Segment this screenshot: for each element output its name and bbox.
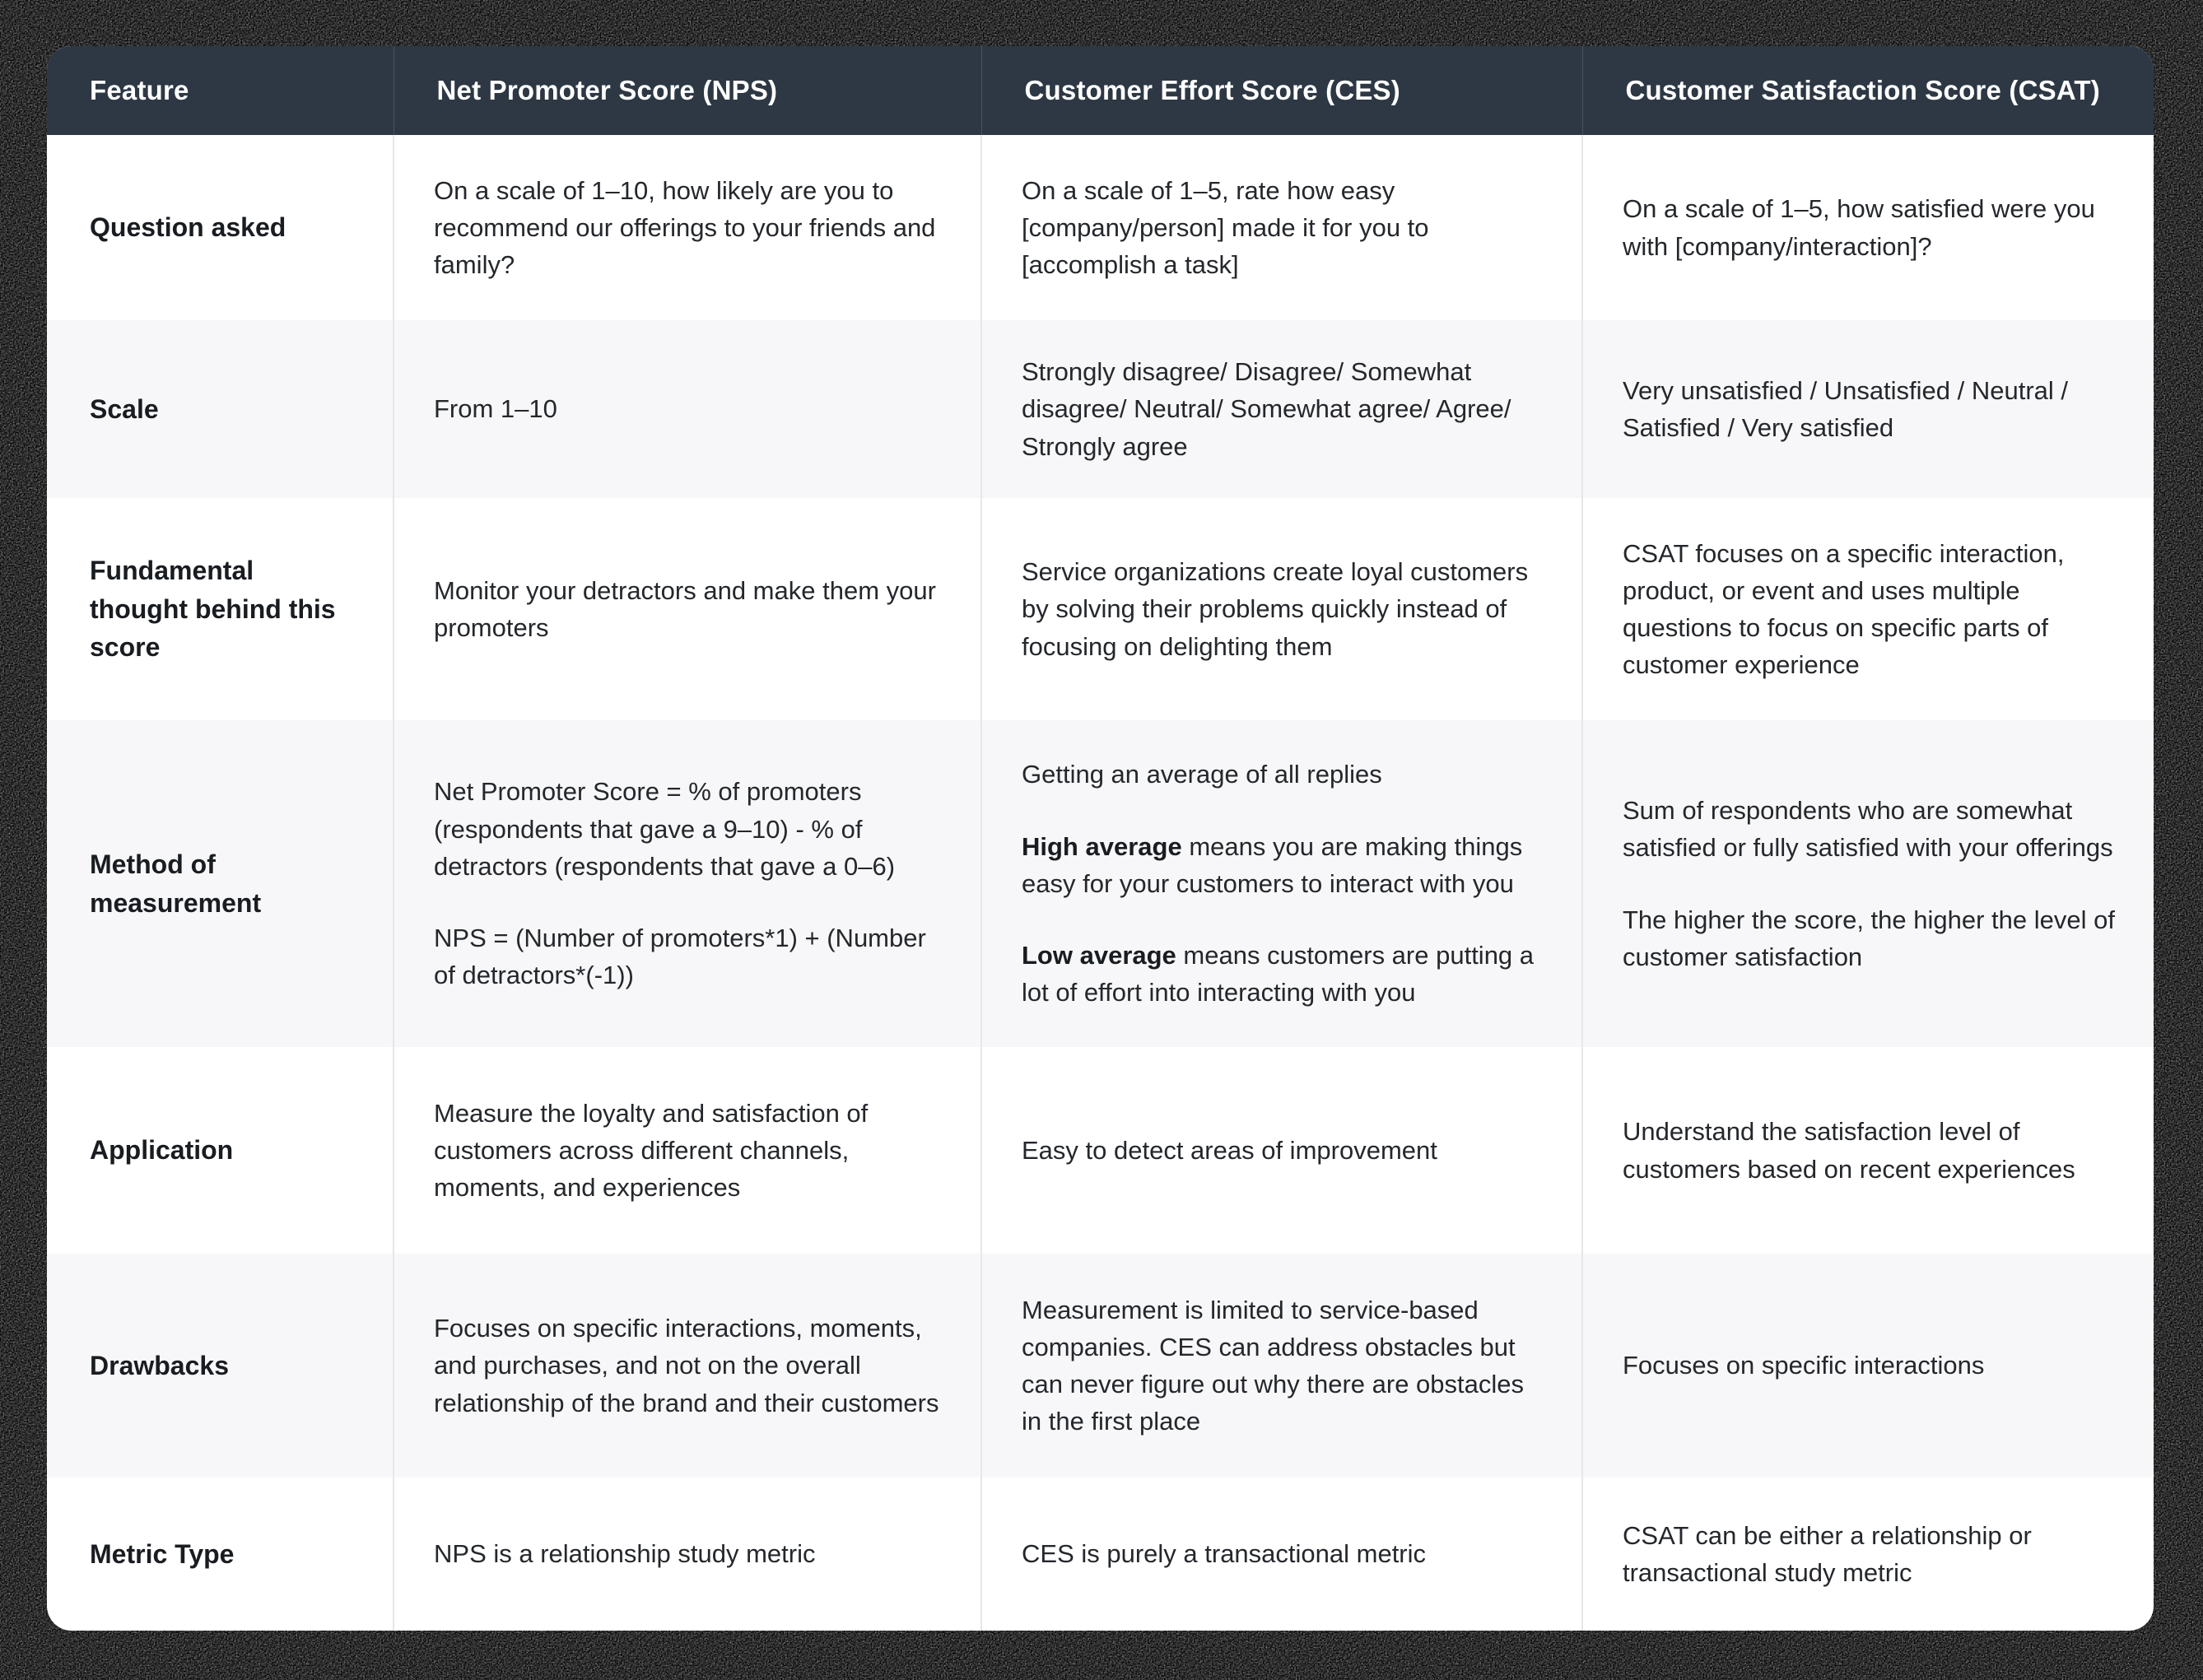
table-row xyxy=(47,720,2154,1047)
cell-paragraph: NPS = (Number of promoters*1) + (Number of detractors*(-1)) xyxy=(434,924,926,990)
cell-paragraph: NPS is a relationship study metric xyxy=(434,1539,816,1569)
cell-paragraph: CSAT can be either a relationship or transactional study metric xyxy=(1623,1520,2032,1587)
cell-paragraph: Service organizations create loyal customers by solving their problems quickly instead of focusing on delighting them xyxy=(1022,557,1529,661)
ces-cell xyxy=(981,320,1582,498)
feature-label: Application xyxy=(47,1047,394,1254)
cell-paragraph: Monitor your detractors and make them your promoters xyxy=(434,575,936,642)
ces-cell xyxy=(981,1047,1582,1254)
nps-cell xyxy=(394,1254,981,1478)
feature-label: Scale xyxy=(47,320,394,498)
ces-cell xyxy=(981,1478,1582,1631)
table-row xyxy=(47,320,2154,498)
cell-paragraph: On a scale of 1–5, how satisfied were you with [company/interaction]? xyxy=(1623,194,2095,261)
cell-paragraph: Strongly disagree/ Disagree/ Somewhat disagree/ Neutral/ Somewhat agree/ Agree/ Strongly agree xyxy=(1022,357,1511,461)
nps-cell xyxy=(394,1047,981,1254)
cell-paragraph: Getting an average of all replies xyxy=(1022,760,1382,789)
bold-text: High average xyxy=(1022,831,1182,861)
column-header-feature: Feature xyxy=(47,46,394,135)
header-row xyxy=(47,46,2154,135)
column-header-ces: Customer Effort Score (CES) xyxy=(981,46,1582,135)
csat-cell xyxy=(1582,1047,2154,1254)
cell-paragraph: Measure the loyalty and satisfaction of customers across different channels, moments, and experiences xyxy=(434,1098,869,1203)
nps-cell xyxy=(394,498,981,720)
column-header-nps: Net Promoter Score (NPS) xyxy=(394,46,981,135)
cell-paragraph: CSAT focuses on a specific interaction, product, or event and uses multiple questions to focus on specific parts of customer experience xyxy=(1623,538,2065,680)
feature-label: Metric Type xyxy=(47,1478,394,1631)
cell-paragraph: Low average means customers are putting a lot of effort into interacting with you xyxy=(1022,941,1535,1008)
feature-label: Drawbacks xyxy=(47,1254,394,1478)
cell-paragraph: CES is purely a transactional metric xyxy=(1022,1539,1427,1569)
table-row xyxy=(47,498,2154,720)
cell-paragraph: The higher the score, the higher the level of customer satisfaction xyxy=(1623,905,2115,971)
cell-paragraph: High average means you are making things easy for your customers to interact with you xyxy=(1022,831,1523,898)
nps-ces-csat-comparison-table xyxy=(47,46,2154,1631)
cell-paragraph: On a scale of 1–10, how likely are you to recommend our offerings to your friends and family? xyxy=(434,175,936,280)
csat-cell xyxy=(1582,720,2154,1047)
csat-cell xyxy=(1582,1254,2154,1478)
column-header-csat: Customer Satisfaction Score (CSAT) xyxy=(1582,46,2154,135)
table-row xyxy=(47,1254,2154,1478)
feature-label: Method of measurement xyxy=(47,720,394,1047)
ces-cell xyxy=(981,1254,1582,1478)
nps-cell xyxy=(394,720,981,1047)
nps-cell xyxy=(394,320,981,498)
bold-text: Low average xyxy=(1022,941,1176,970)
cell-paragraph: Net Promoter Score = % of promoters (respondents that gave a 9–10) - % of detractors (respondents that gave a 0–6) xyxy=(434,777,896,881)
cell-paragraph: Very unsatisfied / Unsatisfied / Neutral / Satisfied / Very satisfied xyxy=(1623,375,2069,442)
table-row xyxy=(47,1478,2154,1631)
cell-paragraph: From 1–10 xyxy=(434,394,557,424)
table-body xyxy=(47,135,2154,1631)
cell-paragraph: Sum of respondents who are somewhat satisfied or fully satisfied with your offerings xyxy=(1623,796,2113,863)
comparison-table-card xyxy=(47,46,2154,1631)
table-row xyxy=(47,1047,2154,1254)
feature-label: Question asked xyxy=(47,135,394,320)
ces-cell xyxy=(981,720,1582,1047)
cell-paragraph: Measurement is limited to service-based companies. CES can address obstacles but can never figure out why there are obstacles in the first place xyxy=(1022,1295,1525,1436)
cell-paragraph: On a scale of 1–5, rate how easy [company/person] made it for you to [accomplish a task] xyxy=(1022,175,1429,280)
csat-cell xyxy=(1582,498,2154,720)
table-row xyxy=(47,135,2154,320)
csat-cell xyxy=(1582,1478,2154,1631)
nps-cell xyxy=(394,135,981,320)
nps-cell xyxy=(394,1478,981,1631)
feature-label: Fundamental thought behind this score xyxy=(47,498,394,720)
cell-paragraph: Focuses on specific interactions, moments, and purchases, and not on the overall relationship of the brand and their customers xyxy=(434,1314,939,1417)
cell-paragraph: Understand the satisfaction level of customers based on recent experiences xyxy=(1623,1117,2075,1184)
csat-cell xyxy=(1582,320,2154,498)
ces-cell xyxy=(981,135,1582,320)
ces-cell xyxy=(981,498,1582,720)
cell-paragraph: Focuses on specific interactions xyxy=(1623,1351,1985,1380)
cell-paragraph: Easy to detect areas of improvement xyxy=(1022,1135,1437,1165)
csat-cell xyxy=(1582,135,2154,320)
